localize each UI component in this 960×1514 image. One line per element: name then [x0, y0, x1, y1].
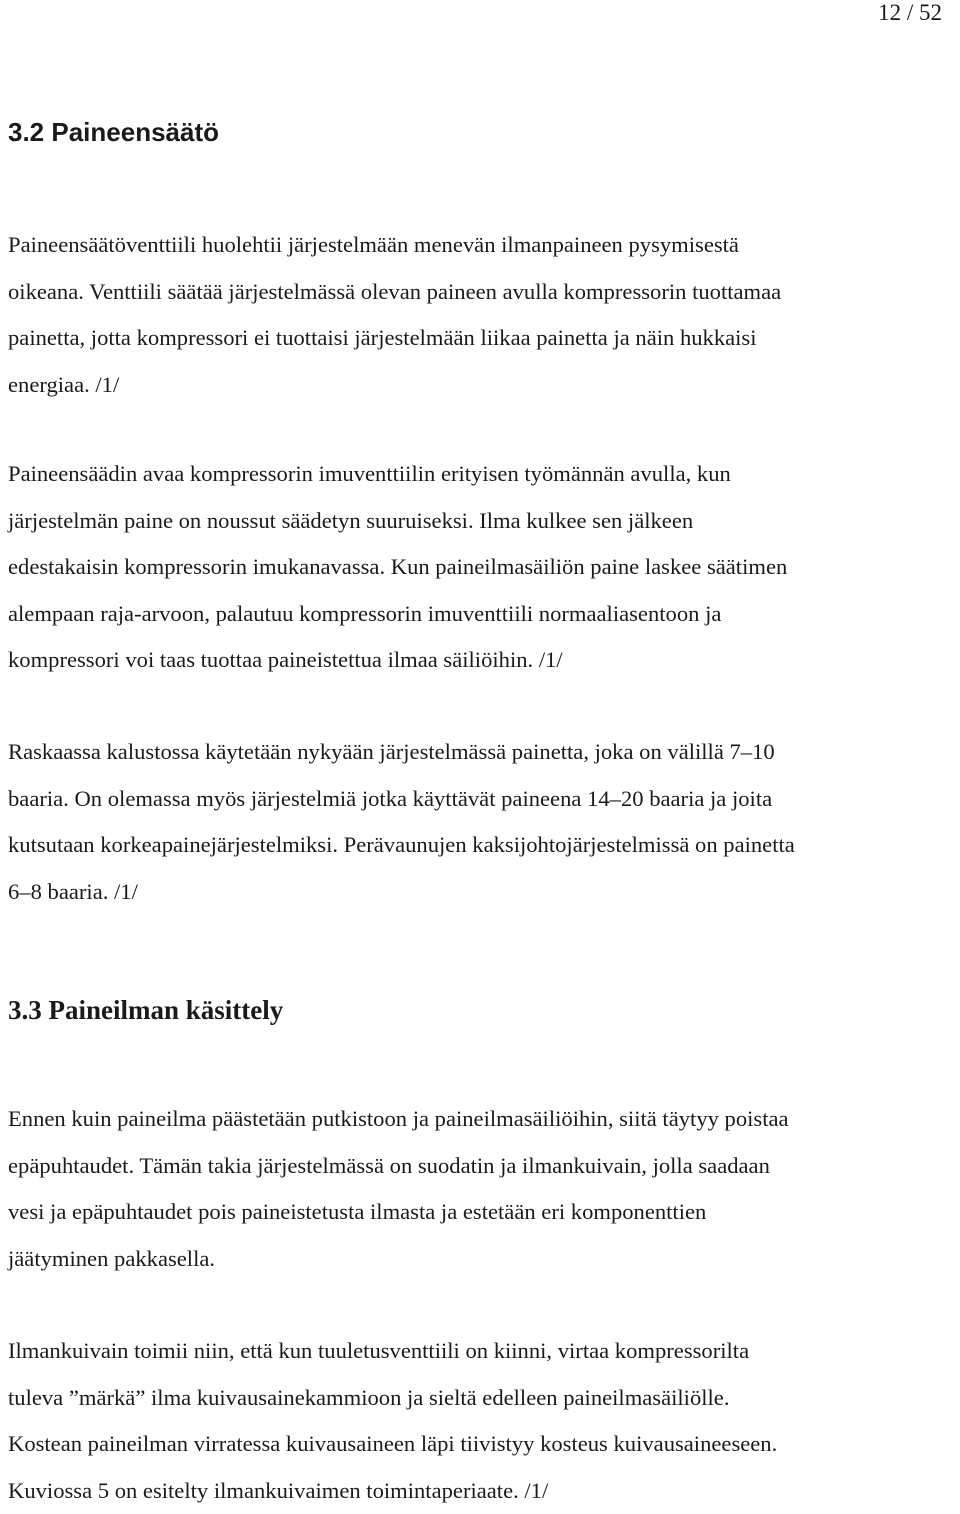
- text-line: edestakaisin kompressorin imukanavassa. Kun paineilmasäiliön paine laskee säätimen: [8, 544, 938, 591]
- text-line: Kostean paineilman virratessa kuivausaineen läpi tiivistyy kosteus kuivausaineeseen.: [8, 1421, 938, 1468]
- text-line: alempaan raja-arvoon, palautuu kompressorin imuventtiili normaaliasentoon ja: [8, 591, 938, 638]
- text-line: Raskaassa kalustossa käytetään nykyään järjestelmässä painetta, joka on välillä 7–10: [8, 729, 938, 776]
- text-line: energiaa. /1/: [8, 362, 938, 409]
- paragraph: [8, 1096, 938, 1282]
- text-line: tuleva ”märkä” ilma kuivausainekammioon ja sieltä edelleen paineilmasäiliölle.: [8, 1375, 938, 1422]
- page-number: 12 / 52: [878, 0, 942, 26]
- text-line: 6–8 baaria. /1/: [8, 869, 938, 916]
- text-line: vesi ja epäpuhtaudet pois paineistetusta ilmasta ja estetään eri komponenttien: [8, 1189, 938, 1236]
- text-line: Paineensäätöventtiili huolehtii järjestelmään menevän ilmanpaineen pysymisestä: [8, 222, 938, 269]
- text-line: järjestelmän paine on noussut säädetyn suuruiseksi. Ilma kulkee sen jälkeen: [8, 498, 938, 545]
- text-line: oikeana. Venttiili säätää järjestelmässä olevan paineen avulla kompressorin tuottamaa: [8, 269, 938, 316]
- text-line: Kuviossa 5 on esitelty ilmankuivaimen toimintaperiaate. /1/: [8, 1468, 938, 1514]
- text-line: Paineensäädin avaa kompressorin imuventtiilin erityisen työmännän avulla, kun: [8, 451, 938, 498]
- paragraph: [8, 222, 938, 408]
- text-line: painetta, jotta kompressori ei tuottaisi järjestelmään liikaa painetta ja näin hukkaisi: [8, 315, 938, 362]
- text-line: Ilmankuivain toimii niin, että kun tuuletusventtiili on kiinni, virtaa kompressorilta: [8, 1328, 938, 1375]
- text-line: jäätyminen pakkasella.: [8, 1236, 938, 1283]
- text-line: kompressori voi taas tuottaa paineistettua ilmaa säiliöihin. /1/: [8, 637, 938, 684]
- section-heading-3-2: 3.2 Paineensäätö: [8, 117, 219, 147]
- paragraph: [8, 729, 938, 915]
- text-line: epäpuhtaudet. Tämän takia järjestelmässä on suodatin ja ilmankuivain, jolla saadaan: [8, 1143, 938, 1190]
- section-heading-3-3: 3.3 Paineilman käsittely: [8, 995, 283, 1025]
- paragraph: [8, 1328, 938, 1514]
- text-line: Ennen kuin paineilma päästetään putkistoon ja paineilmasäiliöihin, siitä täytyy poistaa: [8, 1096, 938, 1143]
- paragraph: [8, 451, 938, 684]
- text-line: kutsutaan korkeapainejärjestelmiksi. Perävaunujen kaksijohtojärjestelmissä on painetta: [8, 822, 938, 869]
- text-line: baaria. On olemassa myös järjestelmiä jotka käyttävät paineena 14–20 baaria ja joita: [8, 776, 938, 823]
